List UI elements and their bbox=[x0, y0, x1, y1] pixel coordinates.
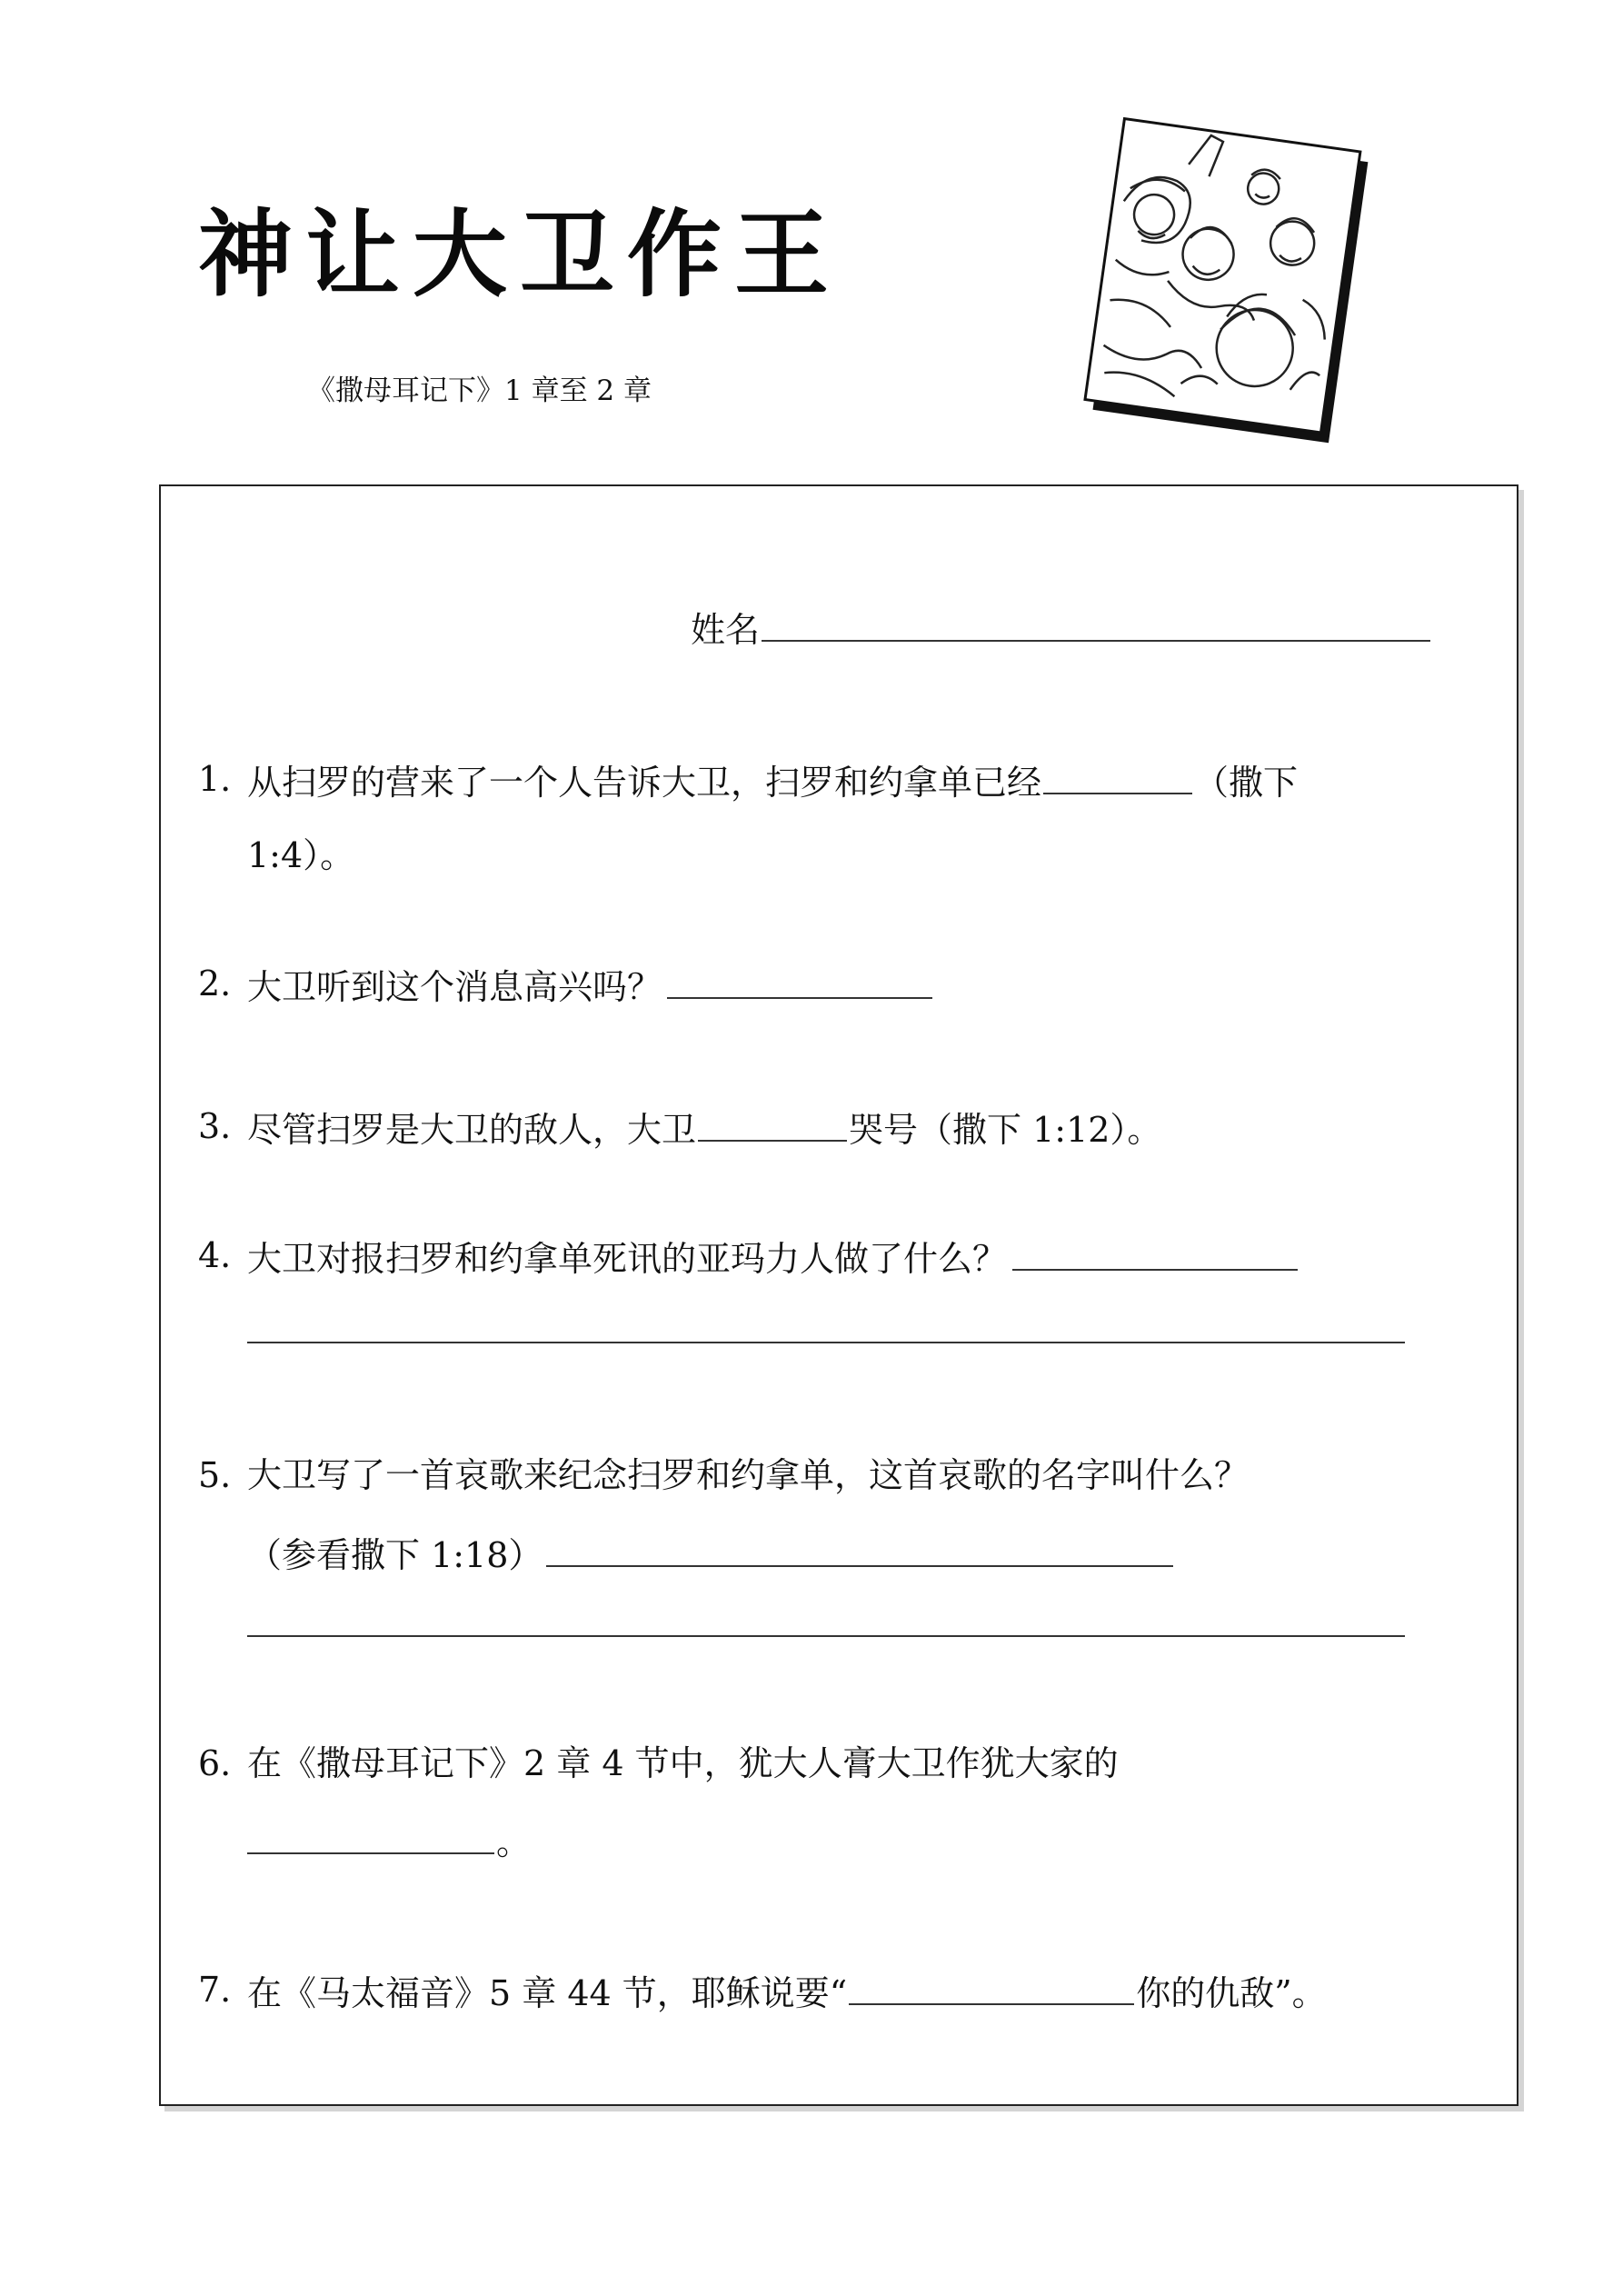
name-field[interactable] bbox=[691, 609, 1432, 650]
question-3-part-b: 哭号（撒下 1:12）。 bbox=[849, 1110, 1162, 1150]
question-7-text bbox=[247, 1972, 1327, 2011]
question-1-text bbox=[247, 762, 1299, 803]
question-5-line-1: 大卫写了一首哀歌来纪念扫罗和约拿单，这首哀歌的名字叫什么？ bbox=[247, 1455, 1250, 1495]
question-5-line-2 bbox=[247, 1534, 1175, 1575]
question-number: 7. bbox=[198, 1970, 232, 2010]
page-title: 神让大卫作王 bbox=[198, 198, 842, 310]
question-2-text bbox=[247, 966, 934, 1007]
question-6-line-1: 在《撒母耳记下》2 章 4 节中，犹大人膏大卫作犹大家的 bbox=[247, 1743, 1119, 1783]
answer-blank-4b[interactable] bbox=[247, 1342, 1405, 1343]
coloring-illustration-icon bbox=[1077, 116, 1377, 454]
question-3-part-a: 尽管扫罗是大卫的敌人，大卫 bbox=[247, 1110, 697, 1150]
answer-blank-3[interactable] bbox=[698, 1109, 847, 1142]
answer-blank-4a[interactable] bbox=[1012, 1238, 1298, 1271]
question-number: 6. bbox=[198, 1743, 232, 1783]
answer-blank-7[interactable] bbox=[849, 1972, 1134, 2005]
question-number: 1. bbox=[198, 759, 232, 799]
question-6-end: 。 bbox=[496, 1822, 532, 1862]
question-number: 4. bbox=[198, 1235, 232, 1275]
question-7-part-a: 在《马太福音》5 章 44 节，耶稣说要“ bbox=[247, 1973, 848, 2013]
question-4-text bbox=[247, 1238, 1299, 1279]
question-number: 3. bbox=[198, 1106, 232, 1146]
question-1-part-a: 从扫罗的营来了一个人告诉大卫，扫罗和约拿单已经 bbox=[247, 763, 1042, 803]
question-6-line-2 bbox=[247, 1822, 531, 1860]
worksheet-box bbox=[159, 484, 1518, 2106]
scripture-reference: 《撒母耳记下》1 章至 2 章 bbox=[307, 374, 652, 407]
question-4-prompt: 大卫对报扫罗和约拿单死讯的亚玛力人做了什么？ bbox=[247, 1239, 1008, 1279]
question-number: 2. bbox=[198, 963, 232, 1003]
question-7-part-b: 你的仇敌”。 bbox=[1136, 1973, 1327, 2013]
answer-blank-1[interactable] bbox=[1043, 762, 1192, 794]
answer-blank-2[interactable] bbox=[667, 966, 932, 999]
answer-blank-6[interactable] bbox=[247, 1822, 494, 1854]
question-1-part-b: （撒下 bbox=[1194, 763, 1299, 803]
question-5-reference: （参看撒下 1:18） bbox=[247, 1535, 543, 1575]
answer-blank-5a[interactable] bbox=[546, 1534, 1173, 1567]
question-2-prompt: 大卫听到这个消息高兴吗？ bbox=[247, 967, 662, 1007]
name-blank[interactable] bbox=[762, 609, 1430, 642]
question-number: 5. bbox=[198, 1455, 232, 1495]
answer-blank-5b[interactable] bbox=[247, 1635, 1405, 1637]
name-label: 姓名 bbox=[691, 610, 761, 650]
question-3-text bbox=[247, 1109, 1162, 1150]
question-1-continuation: 1:4）。 bbox=[247, 835, 355, 875]
